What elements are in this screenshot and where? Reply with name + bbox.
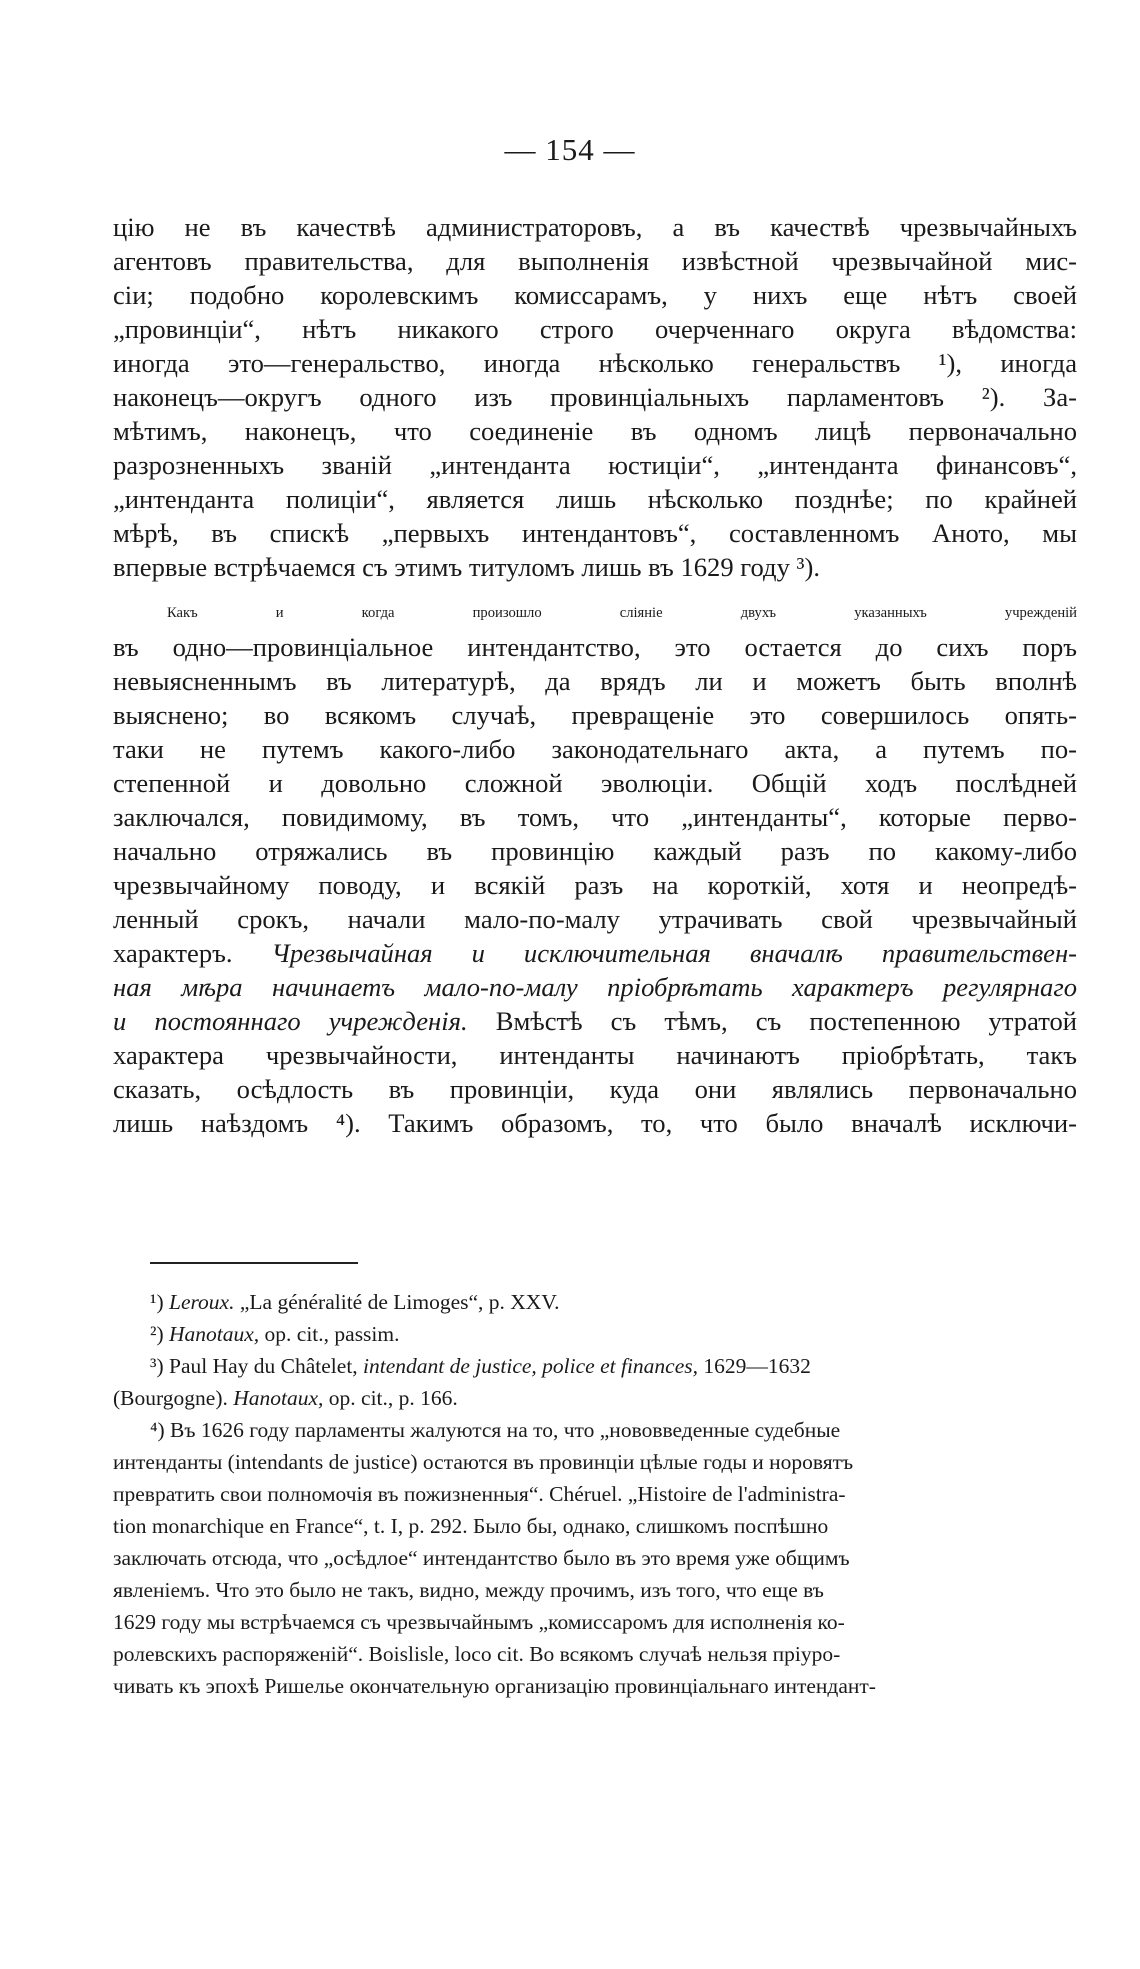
footnote-text: Paul Hay du Châtelet, xyxy=(168,1354,364,1378)
footnote-2 xyxy=(150,1318,1077,1350)
footnote-line xyxy=(150,1318,1077,1350)
footnote-1 xyxy=(150,1286,1077,1318)
text-line: агентовъ правительства, для выполненія извѣстной чрезвычайной мис- xyxy=(113,246,1077,276)
footnote-text: 1629—1632 xyxy=(698,1354,811,1378)
footnote-line: превратить свои полномочія въ пожизненныя“. Chéruel. „Histoire de l'administra- xyxy=(113,1482,846,1506)
text-line: наконецъ—округъ одного изъ провинціальныхъ парламентовъ ²). За- xyxy=(113,382,1077,412)
text-line-mixed xyxy=(113,936,1077,970)
footnote-text: (Bourgogne). xyxy=(113,1386,234,1410)
text-line: сіи; подобно королевскимъ комиссарамъ, у нихъ еще нѣтъ своей xyxy=(113,280,1077,310)
text-line: заключался, повидимому, въ томъ, что „интенданты“, которые перво- xyxy=(113,802,1077,832)
text-line: характера чрезвычайности, интенданты начинаютъ пріобрѣтать, такъ xyxy=(113,1040,1077,1070)
footnote-line xyxy=(150,1286,1077,1318)
footnote-mark: ³) xyxy=(150,1354,169,1378)
footnote-author: Leroux. xyxy=(168,1290,235,1314)
footnote-3 xyxy=(113,1350,1077,1414)
text-line: таки не путемъ какого-либо законодательнаго акта, а путемъ по- xyxy=(113,734,1077,764)
line-text: характеръ. xyxy=(113,938,272,968)
text-line: разрозненныхъ званій „интенданта юстиціи“, „интенданта финансовъ“, xyxy=(113,450,1077,480)
footnote-line: заключать отсюда, что „осѣдлое“ интендантство было въ это время уже общимъ xyxy=(113,1546,850,1570)
paragraph-start-line: Какъ и когда произошло сліяніе двухъ указанныхъ учрежденій xyxy=(167,605,1077,621)
text-line: въ одно—провинціальное интендантство, это остается до сихъ поръ xyxy=(113,632,1077,662)
footnote-line: ⁴) Въ 1626 году парламенты жалуются на то, что „нововведенные судебные xyxy=(150,1418,841,1442)
footnote-line: tion monarchique en France“, t. I, p. 292. Было бы, однако, слишкомъ поспѣшно xyxy=(113,1514,829,1538)
text-line: степенной и довольно сложной эволюціи. Общій ходъ послѣдней xyxy=(113,768,1077,798)
footnote-author: Hanotaux, xyxy=(233,1386,324,1410)
line-text: Вмѣстѣ съ тѣмъ, съ постепенною утратой xyxy=(467,1006,1078,1036)
emphasized-text: Чрезвычайная и исключительная вначалѣ правительствен- xyxy=(271,938,1077,968)
text-line: чрезвычайному поводу, и всякій разъ на короткій, хотя и неопредѣ- xyxy=(113,870,1077,900)
text-line: „интенданта полиціи“, является лишь нѣсколько позднѣе; по крайней xyxy=(113,484,1077,514)
footnote-mark: ²) xyxy=(150,1322,169,1346)
footnote-text: „La généralité de Limoges“, p. XXV. xyxy=(234,1290,560,1314)
text-line: ленный срокъ, начали мало-по-малу утрачивать свой чрезвычайный xyxy=(113,904,1077,934)
text-line: выяснено; во всякомъ случаѣ, превращеніе это совершилось опять- xyxy=(113,700,1077,730)
footnote-line xyxy=(113,1382,1077,1414)
footnotes xyxy=(113,1286,1077,1702)
text-line: впервые встрѣчаемся съ этимъ титуломъ лишь въ 1629 году ³). xyxy=(113,552,821,582)
footnote-title: intendant de justice, police et finances, xyxy=(363,1354,698,1378)
footnote-line: интенданты (intendants de justice) остаются въ провинціи цѣлые годы и норовятъ xyxy=(113,1450,854,1474)
text-line: „провинціи“, нѣтъ никакого строго очерченнаго округа вѣдомства: xyxy=(113,314,1077,344)
footnote-text: op. cit., p. 166. xyxy=(323,1386,458,1410)
emphasized-text: и постояннаго учрежденія. xyxy=(113,1006,468,1036)
text-line: мѣрѣ, въ спискѣ „первыхъ интендантовъ“, составленномъ Аното, мы xyxy=(113,518,1077,548)
text-line: лишь наѣздомъ ⁴). Такимъ образомъ, то, что было вначалѣ исключи- xyxy=(113,1108,1077,1138)
footnote-line: чивать къ эпохѣ Ришелье окончательную организацію провинціальнаго интендант- xyxy=(113,1674,876,1698)
text-line: иногда это—генеральство, иногда нѣсколько генеральствъ ¹), иногда xyxy=(113,348,1077,378)
text-line: невыясненнымъ въ литературѣ, да врядъ ли и можетъ быть вполнѣ xyxy=(113,666,1077,696)
text-line-mixed xyxy=(113,970,1077,1004)
text-line: сказать, осѣдлость въ провинціи, куда они являлись первоначально xyxy=(113,1074,1077,1104)
text-line: мѣтимъ, наконецъ, что соединеніе въ одномъ лицѣ первоначально xyxy=(113,416,1077,446)
footnote-line: явленіемъ. Что это было не такъ, видно, между прочимъ, изъ того, что еще въ xyxy=(113,1578,824,1602)
footnote-line: ролевскихъ распоряженій“. Boislisle, loco cit. Во всякомъ случаѣ нельзя пріуро- xyxy=(113,1642,841,1666)
text-line: цію не въ качествѣ администраторовъ, а въ качествѣ чрезвычайныхъ xyxy=(113,212,1077,242)
text-line-mixed xyxy=(113,1004,1077,1038)
footnote-mark: ¹) xyxy=(150,1290,169,1314)
footnote-text: op. cit., passim. xyxy=(259,1322,400,1346)
page-number: — 154 — xyxy=(504,132,636,167)
footnote-line: 1629 году мы встрѣчаемся съ чрезвычайнымъ „комиссаромъ для исполненія ко- xyxy=(113,1610,845,1634)
main-text xyxy=(113,210,1077,1140)
footnote-divider xyxy=(150,1262,358,1264)
footnote-author: Hanotaux, xyxy=(168,1322,260,1346)
text-line: начально отряжались въ провинцію каждый разъ по какому-либо xyxy=(113,836,1077,866)
footnote-line xyxy=(150,1350,1077,1382)
footnote-4 xyxy=(113,1414,1077,1702)
emphasized-text: ная мѣра начинаетъ мало-по-малу пріобрѣтать характеръ регулярнаго xyxy=(113,972,1077,1002)
